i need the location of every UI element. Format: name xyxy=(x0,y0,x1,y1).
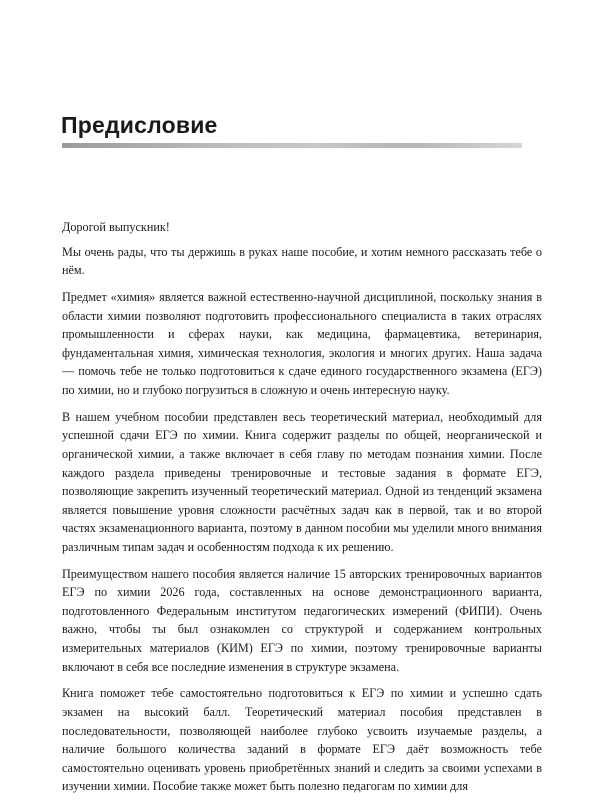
intro-paragraph: Мы очень рады, что ты держишь в руках наше пособие, и хотим немного рассказать тебе о нём. xyxy=(62,244,542,278)
page-title: Предисловие xyxy=(61,112,218,138)
greeting-paragraph: Дорогой выпускник! xyxy=(62,220,170,234)
usage-paragraph: Книга поможет тебе самостоятельно подготовиться к ЕГЭ по химии и успешно сдать экзамен на высокий балл. Теоретический материал пособия представлен в последовательности, позволяющей наиболее глубоко усвоить изучаемые разделы, а наличие большого количества заданий в формате ЕГЭ даёт возможность тебе самостоятельно оценивать уровень приобретённых знаний и следить за своими успехами в изучении химии. Пособие также может быть полезно педагогам по химии для xyxy=(62,686,542,794)
content-paragraph: В нашем учебном пособии представлен весь теоретический материал, необходимый для успешной сдачи ЕГЭ по химии. Книга содержит разделы по общей, неорганической и органической химии, а также включает в себя главу по методам познания химии. После каждого раздела приведены тренировочные и тестовые задания в формате ЕГЭ, позволяющие закрепить изученный теоретический материал. Одной из тенденций экзамена является повышение уровня сложности расчётных задач как в первой, так и во второй частях экзаменационного варианта, поэтому в данном пособии мы уделили много внимания различным типам задач и особенностям подхода к их решению. xyxy=(62,409,542,554)
preface-body xyxy=(62,218,542,804)
title-underline xyxy=(62,143,522,148)
variants-paragraph: Преимуществом нашего пособия является наличие 15 авторских тренировочных вариантов ЕГЭ по химии 2026 года, составленных на основе демонстрационного варианта, подготовленного Федеральным институтом педагогических измерений (ФИПИ). Очень важно, чтобы ты был ознакомлен со структурой и содержанием контрольных измерительных материалов (КИМ) ЕГЭ по химии, поэтому тренировочные варианты включают в себя все последние изменения в структуре экзамена. xyxy=(62,566,542,674)
chemistry-paragraph: Предмет «химия» является важной естественно-научной дисциплиной, поскольку знания в области химии позволяют подготовить профессионального специалиста в таких отраслях промышленности и сферах науки, как медицина, фармацевтика, ветеринария, фундаментальная химия, химическая технология, экология и многих других. Наша задача — помочь тебе не только подготовиться к сдаче единого государственного экзамена (ЕГЭ) по химии, но и глубоко погрузиться в сложную и очень интересную науку. xyxy=(62,289,542,397)
